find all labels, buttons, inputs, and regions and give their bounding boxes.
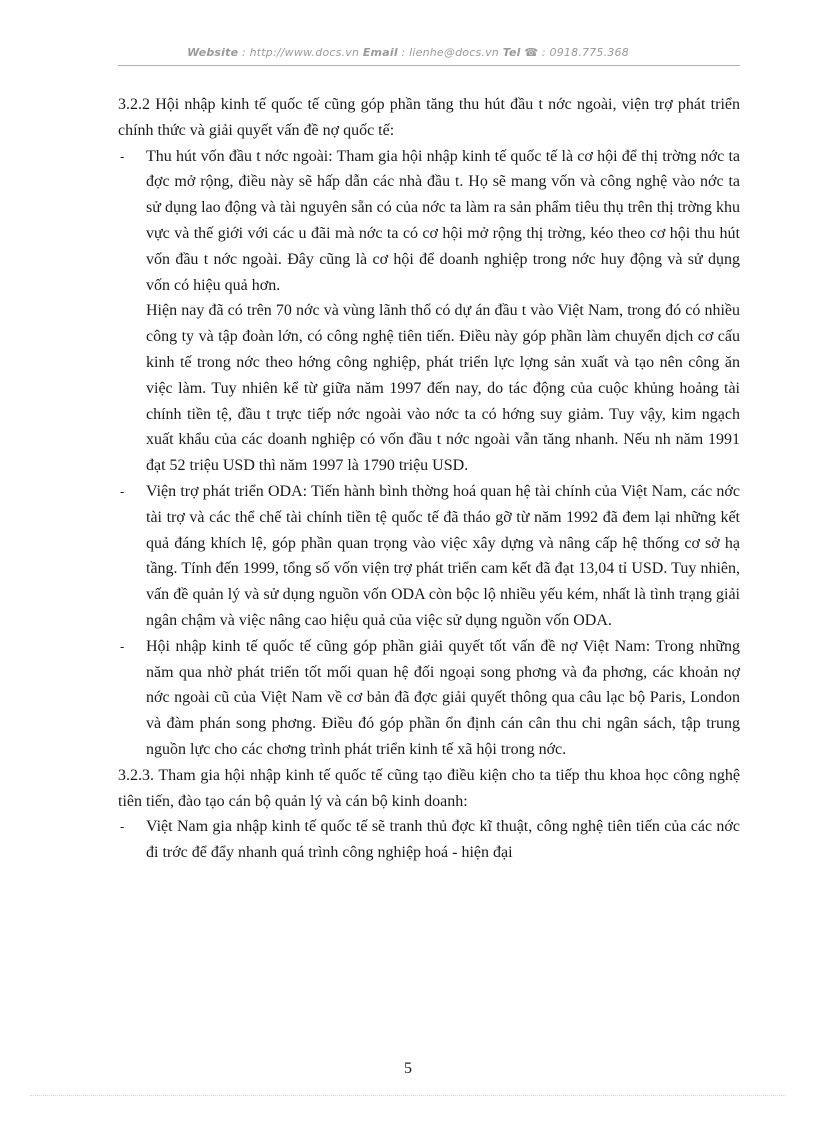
page-header: [0, 46, 816, 59]
bullet-dash: -: [120, 483, 125, 499]
bullet-text-fdi: Thu hút vốn đầu t nớc ngoài: Tham gia hội nhập kinh tế quốc tế là cơ hội để thị trờng nớc ta đợc mở rộng, điều này sẽ hấp dẫn các nhà đầu t. Họ sẽ mang vốn và công nghệ vào nớc ta sử dụng lao động và tài nguyên sẵn có của nớc ta làm ra sản phẩm tiêu thụ trên thị trờng khu vực và thế giới với các u đãi mà nớc ta có cơ hội mở rộng thị trờng, kéo theo cơ hội thu hút vốn đầu t nớc ngoài. Đây cũng là cơ hội để doanh nghiệp trong nớc huy động và sử dụng vốn có hiệu quả hơn.: [146, 147, 740, 294]
bullet-dash: -: [120, 638, 125, 654]
footer-divider: [30, 1095, 786, 1096]
list-item: [118, 479, 740, 634]
tel-label: Tel: [502, 46, 521, 59]
tel-number: 0918.775.368: [549, 46, 629, 59]
bullet-text-oda: Viện trợ phát triển ODA: Tiến hành bình thờng hoá quan hệ tài chính của Việt Nam, các nớc tài trợ và các thể chế tài chính tiền tệ quốc tế đã tháo gỡ từ năm 1992 đã đem lại những kết quả đáng khích lệ, góp phần quan trọng vào việc xây dựng và nâng cấp hệ thống cơ sở hạ tầng. Tính đến 1999, tổng số vốn viện trợ phát triển cam kết đã đạt 13,04 tỉ USD. Tuy nhiên, vấn đề quản lý và sử dụng nguồn vốn ODA còn bộc lộ nhiều yếu kém, nhất là tình trạng giải ngân chậm và việc nâng cao hiệu quả của việc sử dụng nguồn vốn ODA.: [146, 482, 740, 629]
email-sep: :: [397, 46, 410, 59]
document-body: [118, 92, 740, 866]
header-divider: [118, 65, 740, 66]
email-address: lienhe@docs.vn: [409, 46, 499, 59]
list-item: [118, 634, 740, 763]
list-item: [118, 814, 740, 866]
website-label: Website: [187, 46, 239, 59]
website-url: http://www.docs.vn: [249, 46, 360, 59]
phone-icon: ☎: [524, 46, 539, 59]
email-label: Email: [362, 46, 398, 59]
website-sep: :: [238, 46, 250, 59]
section-heading-3-2-3: 3.2.3. Tham gia hội nhập kinh tế quốc tế cũng tạo điều kiện cho ta tiếp thu khoa học công nghệ tiên tiến, đào tạo cán bộ quản lý và cán bộ kinh doanh:: [118, 766, 740, 810]
fdi-continuation-paragraph: Hiện nay đã có trên 70 nớc và vùng lãnh thổ có dự án đầu t vào Việt Nam, trong đó có nhiều công ty và tập đoàn lớn, có công nghệ tiên tiến. Điều này góp phần làm chuyển dịch cơ cấu kinh tế trong nớc theo hớng công nghiệp, phát triển lực lợng sản xuất và tạo nên công ăn việc làm. Tuy nhiên kể từ giữa năm 1997 đến nay, do tác động của cuộc khủng hoảng tài chính tiền tệ, đầu t trực tiếp nớc ngoài vào nớc ta có hớng suy giảm. Tuy vậy, kim ngạch xuất khẩu của các doanh nghiệp có vốn đầu t nớc ngoài vẫn tăng nhanh. Nếu nh năm 1991 đạt 52 triệu USD thì năm 1997 là 1790 triệu USD.: [146, 302, 740, 475]
bullet-text-technology: Việt Nam gia nhập kinh tế quốc tế sẽ tranh thủ đợc kĩ thuật, công nghệ tiên tiến của các nớc đi trớc để đẩy nhanh quá trình công nghiệp hoá - hiện đại: [146, 818, 740, 862]
page-number: 5: [404, 1060, 412, 1077]
bullet-text-debt: Hội nhập kinh tế quốc tế cũng góp phần giải quyết tốt vấn đề nợ Việt Nam: Trong những năm qua nhờ phát triển tốt mối quan hệ đối ngoại song phơng và đa phơng, các khoản nợ nớc ngoài cũ của Việt Nam về cơ bản đã đợc giải quyết thông qua câu lạc bộ Paris, London và đàm phán song phơng. Điều đó góp phần ổn định cán cân thu chi ngân sách, tập trung nguồn lực cho các chơng trình phát triển kinh tế xã hội trong nớc.: [146, 637, 740, 758]
list-item: [118, 144, 740, 299]
tel-sep: :: [538, 46, 550, 59]
bullet-dash: -: [120, 819, 125, 835]
section-heading-3-2-2: 3.2.2 Hội nhập kinh tế quốc tế cũng góp phần tăng thu hút đầu t nớc ngoài, viện trợ phát triển chính thức và giải quyết vấn đề nợ quốc tế:: [118, 96, 740, 139]
bullet-dash: -: [120, 148, 125, 164]
